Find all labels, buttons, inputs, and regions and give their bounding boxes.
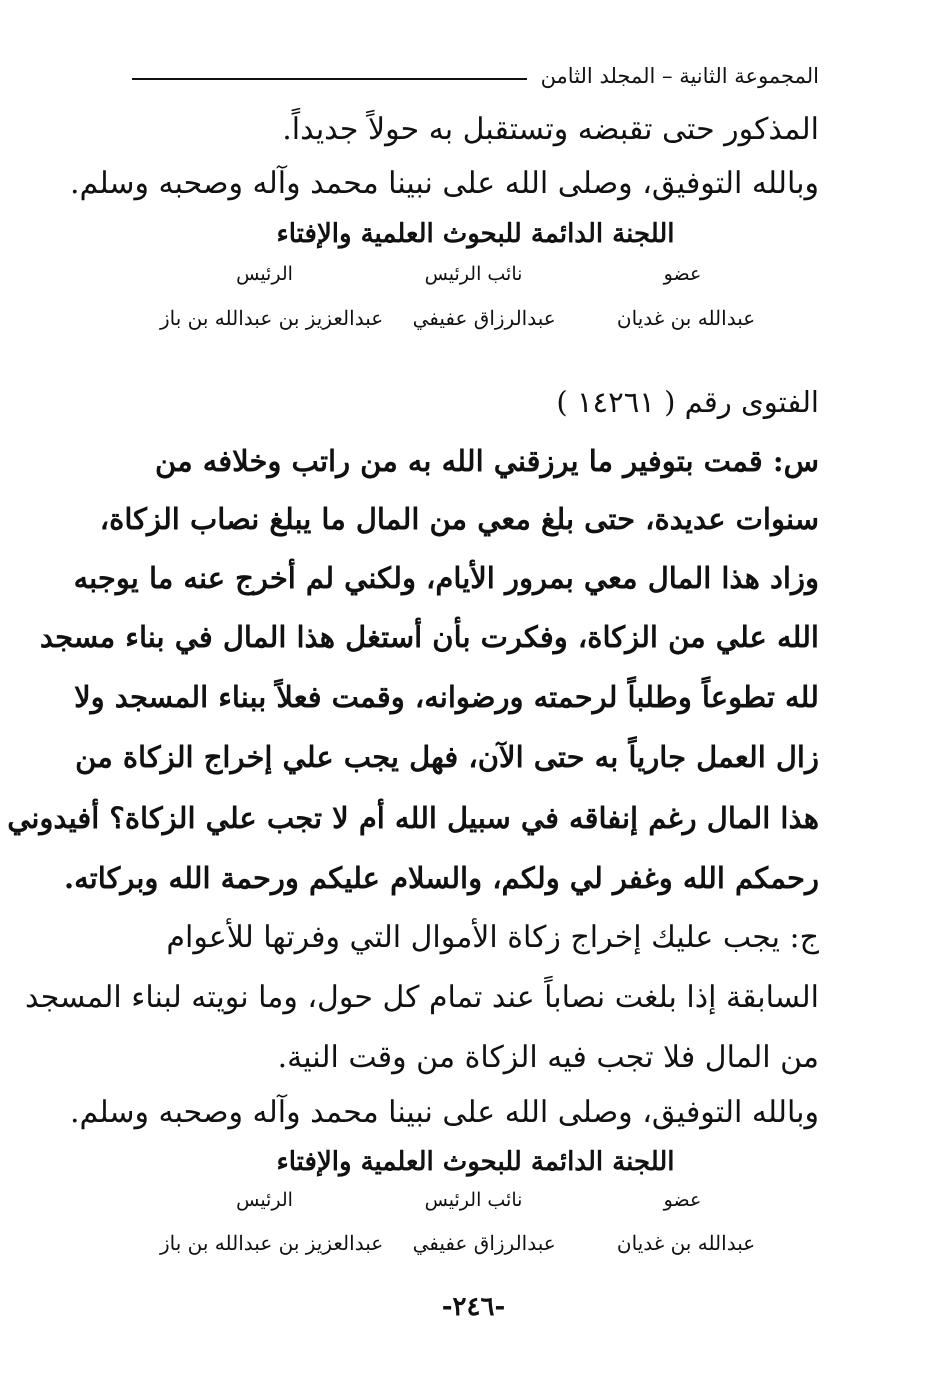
- signature-names-2: [160, 1231, 787, 1255]
- committee-name: اللجنة الدائمة للبحوث العلمية والإفتاء: [276, 219, 675, 249]
- question-line: رحمكم الله وغفر لي ولكم، والسلام عليكم ورحمة الله وبركاته.: [63, 861, 819, 895]
- question-line: وزاد هذا المال معي بمرور الأيام، ولكني لم أخرج عنه ما يوجبه: [73, 561, 819, 595]
- question-line: الله علي من الزكاة، وفكرت بأن أستغل هذا المال في بناء مسجد: [39, 620, 819, 654]
- name-member: عبدالله بن غديان: [616, 306, 756, 330]
- page-number: -٢٤٦-: [441, 1292, 506, 1322]
- running-header: [132, 58, 819, 94]
- name-member: عبدالله بن غديان: [616, 1231, 756, 1255]
- header-title: المجموعة الثانية – المجلد الثامن: [540, 64, 819, 88]
- signature-roles: [160, 263, 787, 285]
- question-line: زال العمل جارياً به حتى الآن، فهل يجب علي إخراج الزكاة من: [75, 740, 819, 774]
- answer-line: السابقة إذا بلغت نصاباً عند تمام كل حول، وما نويته لبناء المسجد: [25, 980, 819, 1015]
- role-vice-president: نائب الرئيس: [424, 263, 523, 285]
- role-president: الرئيس: [236, 1189, 293, 1211]
- fatwa-title: الفتوى رقم ( ١٤٢٦١ ): [556, 385, 819, 419]
- question-line: هذا المال رغم إنفاقه في سبيل الله أم لا تجب علي الزكاة؟ أفيدوني: [7, 801, 819, 835]
- intro-closing: وبالله التوفيق، وصلى الله على نبينا محمد وآله وصحبه وسلم.: [69, 166, 819, 201]
- name-president: عبدالعزيز بن عبدالله بن باز: [159, 306, 384, 330]
- signature-names: [160, 306, 787, 330]
- answer-line: من المال فلا تجب فيه الزكاة من وقت النية.: [277, 1040, 819, 1075]
- role-vice-president: نائب الرئيس: [424, 1189, 523, 1211]
- role-member: عضو: [663, 1189, 702, 1211]
- question-line: لله تطوعاً وطلباً لرحمته ورضوانه، وقمت فعلاً ببناء المسجد ولا: [74, 680, 819, 714]
- name-vice-president: عبدالرزاق عفيفي: [412, 1231, 556, 1255]
- question-line: سنوات عديدة، حتى بلغ معي من المال ما يبلغ نصاب الزكاة،: [99, 502, 819, 536]
- intro-continuation: المذكور حتى تقبضه وتستقبل به حولاً جديداً.: [282, 112, 819, 147]
- question-line: س: قمت بتوفير ما يرزقني الله به من راتب وخلافه من: [155, 444, 819, 478]
- role-member: عضو: [663, 263, 702, 285]
- name-vice-president: عبدالرزاق عفيفي: [412, 306, 556, 330]
- answer-line: ج: يجب عليك إخراج زكاة الأموال التي وفرتها للأعوام: [166, 920, 819, 955]
- fatwa-closing: وبالله التوفيق، وصلى الله على نبينا محمد وآله وصحبه وسلم.: [69, 1095, 819, 1130]
- signature-roles-2: [160, 1189, 787, 1211]
- name-president: عبدالعزيز بن عبدالله بن باز: [159, 1231, 384, 1255]
- header-rule: [132, 78, 527, 80]
- role-president: الرئيس: [236, 263, 293, 285]
- committee-name-2: اللجنة الدائمة للبحوث العلمية والإفتاء: [276, 1147, 675, 1177]
